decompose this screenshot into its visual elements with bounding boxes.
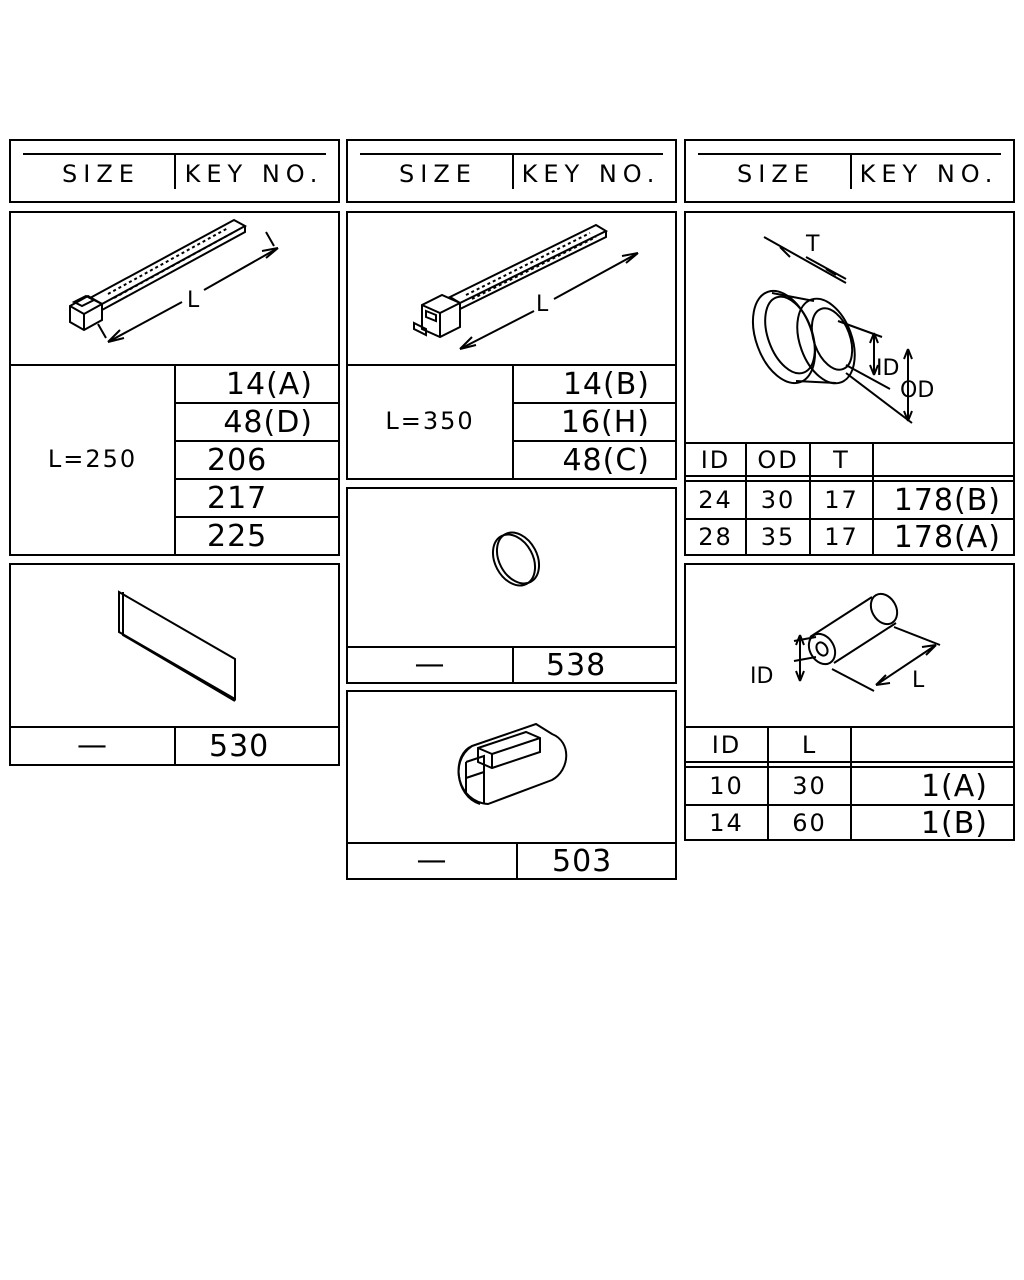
clip-drawing <box>348 692 679 852</box>
key-no: 225 <box>207 518 268 554</box>
header-col3 <box>684 139 1015 203</box>
cable-tie-350-drawing <box>348 213 679 373</box>
tube-l: 60 <box>792 809 827 837</box>
col-header-id: ID <box>711 730 742 759</box>
key-no: 16(H) <box>560 404 650 440</box>
key-no: 538 <box>546 647 607 683</box>
size-header: SIZE <box>62 160 140 188</box>
plate-panel <box>9 563 340 766</box>
key-no: 178(B) <box>893 482 1001 518</box>
grommet-id-label: ID <box>876 356 900 381</box>
grommet-id: 28 <box>698 523 733 551</box>
grommet-id: 24 <box>698 486 733 514</box>
disc-drawing <box>348 489 679 649</box>
key-no: 530 <box>209 728 270 764</box>
key-no-header: KEY NO. <box>859 160 999 188</box>
size-value: — <box>77 727 108 763</box>
tube-l: 30 <box>792 772 827 800</box>
grommet-t: 17 <box>824 486 859 514</box>
key-no-header: KEY NO. <box>184 160 324 188</box>
tube-id-label: ID <box>750 664 774 689</box>
key-no: 217 <box>207 480 268 516</box>
dim-l-label: L <box>536 292 549 317</box>
key-no: 1(B) <box>920 805 988 841</box>
size-value: L=350 <box>385 407 475 435</box>
grommet-panel <box>684 211 1015 556</box>
tube-panel <box>684 563 1015 841</box>
col-header-t: T <box>833 446 850 474</box>
grommet-t-label: T <box>806 232 820 257</box>
key-no: 14(B) <box>562 366 650 402</box>
size-value: L=250 <box>47 445 138 473</box>
col-header-key <box>874 444 1013 476</box>
clip-panel <box>346 690 677 880</box>
tube-drawing <box>686 565 1017 730</box>
key-no-header: KEY NO. <box>521 160 661 188</box>
size-header: SIZE <box>737 160 815 188</box>
key-no: 503 <box>552 843 613 879</box>
header-col1 <box>9 139 340 203</box>
key-no: 1(A) <box>920 768 988 804</box>
plate-drawing <box>11 565 342 725</box>
size-value: — <box>416 842 448 878</box>
size-value: — <box>414 646 446 682</box>
disc-panel <box>346 487 677 684</box>
key-no: 206 <box>207 442 268 478</box>
key-no: 178(A) <box>893 519 1001 555</box>
col-header-od: OD <box>757 446 799 474</box>
size-header: SIZE <box>399 160 477 188</box>
tube-l-label: L <box>912 668 925 693</box>
grommet-od: 35 <box>760 523 796 551</box>
header-col2 <box>346 139 677 203</box>
cable-tie-250-drawing <box>11 213 342 373</box>
tie-350-panel <box>346 211 677 480</box>
dim-l-label: L <box>187 288 200 313</box>
grommet-od: 30 <box>760 486 796 514</box>
tie-250-panel <box>9 211 340 556</box>
key-no: 48(C) <box>562 442 650 478</box>
col-header-key <box>852 728 1013 761</box>
key-no: 48(D) <box>223 404 313 440</box>
col-header-id: ID <box>700 446 731 474</box>
key-no: 14(A) <box>225 366 313 402</box>
grommet-t: 17 <box>824 523 859 551</box>
tube-id: 10 <box>709 772 744 800</box>
col-header-l: L <box>801 730 818 759</box>
tube-id: 14 <box>709 809 744 837</box>
grommet-drawing <box>686 213 1017 443</box>
grommet-od-label: OD <box>900 378 935 403</box>
